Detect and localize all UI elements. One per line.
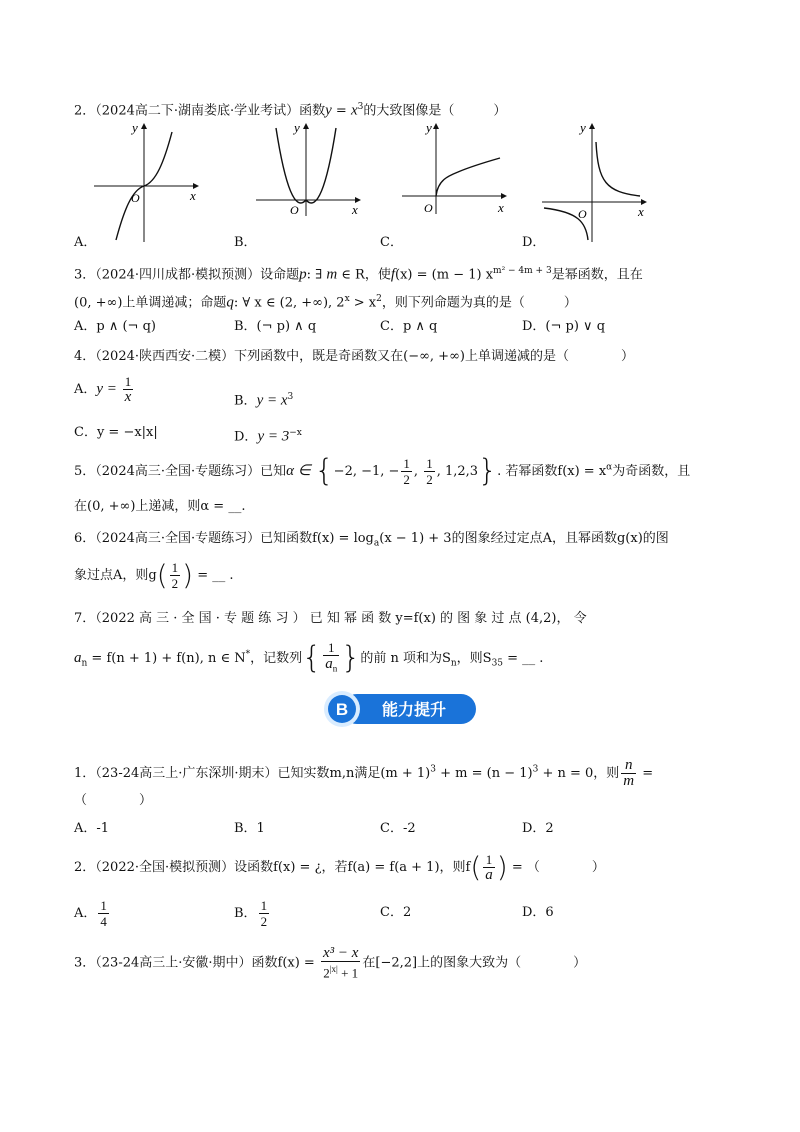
- b1-text: 1．（23-24高三上·广东深圳·期末）已知实数m,n满足(m + 1): [74, 766, 431, 781]
- q4-option-b-label: B．: [234, 393, 257, 409]
- q7-text: = f(n + 1) + f(n), n ∈ N: [87, 650, 246, 666]
- q3-stem-line1: [74, 262, 643, 284]
- q7-sub: 35: [491, 658, 504, 669]
- q7-stem-line1: 7．（2022 高 三 · 全 国 · 专 题 练 习 ） 已 知 幂 函 数 y=f(x) 的 图 象 过 点 (4,2)， 令: [74, 611, 587, 626]
- b1-text: + m = (n − 1): [435, 766, 533, 781]
- q6-paren-close: ): [182, 558, 194, 592]
- q2-graph-b-ylabel: y: [294, 120, 300, 135]
- q2-func-eq: =: [331, 103, 351, 119]
- b1-option-a[interactable]: A．-1: [74, 821, 110, 836]
- q2-option-c[interactable]: C．: [380, 235, 403, 250]
- q7-brace-close: }: [341, 640, 361, 676]
- q3-text: (x) = (m − 1) x: [395, 267, 494, 283]
- q2-tail: 的大致图像是（ ）: [363, 103, 507, 119]
- b1-text: + n = 0，则: [538, 766, 620, 781]
- q4-option-a[interactable]: [74, 374, 135, 405]
- q4-option-b-exp: 3: [287, 392, 294, 402]
- q4-option-d-label: D．: [234, 429, 258, 445]
- q2-func-exp: 3: [357, 102, 364, 112]
- q2-graph-a-xlabel: x: [190, 188, 196, 203]
- q3-q: q: [226, 294, 234, 311]
- q6-text: 象过点A，则g: [74, 568, 157, 583]
- b2-option-b-frac: [259, 898, 270, 929]
- q3-stem-line2: [74, 290, 577, 312]
- b2-paren-open: (: [470, 850, 482, 884]
- b2-option-c[interactable]: C．2: [380, 905, 412, 920]
- q2-graph-d-origin: O: [578, 207, 587, 221]
- q2-graph-c-xlabel: x: [498, 200, 504, 215]
- q7-text: = __ .: [503, 650, 544, 666]
- q6-text: 6．（2024高三·全国·专题练习）已知函数f(x) = log: [74, 531, 374, 546]
- q7-brace-open: {: [302, 640, 322, 676]
- q4-option-a-lhs: y =: [96, 381, 121, 397]
- q3-option-c[interactable]: C．p ∧ q: [380, 319, 438, 334]
- q3-option-b[interactable]: B．(¬ p) ∧ q: [234, 319, 317, 334]
- q6-stem-line2: [74, 560, 234, 591]
- b2-option-a-frac: [98, 898, 109, 929]
- q2-option-d[interactable]: D．: [522, 235, 546, 250]
- q2-graph-a-origin: O: [131, 191, 140, 205]
- frac-den-exp: |x|: [329, 964, 338, 974]
- q5-brace-close: }: [478, 453, 498, 489]
- frac-den: [323, 656, 339, 677]
- q2-graph-d-ylabel: y: [580, 120, 586, 135]
- q5-head: 5．（2024高三·全国·专题练习）已知: [74, 464, 287, 479]
- q5-stem-line1: [74, 453, 691, 489]
- q4-option-a-label: A．: [74, 382, 97, 397]
- b1-exp: 3: [532, 764, 539, 775]
- b2-stem: [74, 852, 605, 883]
- q5-alpha: α ∈: [286, 463, 315, 479]
- q2-head: 2．（2024高二下·湖南娄底·学业考试）函数: [74, 103, 326, 119]
- b3-text: 在[−2,2]上的图象大致为（ ）: [362, 955, 587, 971]
- frac-num: x³ − x: [322, 945, 359, 961]
- q2-func-x: x: [350, 102, 358, 119]
- q4-option-b[interactable]: [234, 388, 293, 410]
- b2-text: 2．（2022·全国·模拟预测）设函数f(x) = ¿，若f(a) = f(a + 1)，则f: [74, 860, 471, 875]
- b2-option-d[interactable]: D．6: [522, 905, 554, 920]
- q6-frac: [170, 560, 181, 591]
- q3-text: 是幂函数，且在: [551, 267, 643, 283]
- q3-m: m: [326, 266, 338, 283]
- b3-text: 3．（23-24高三上·安徽·期中）函数f(x) =: [74, 955, 319, 971]
- frac-num: 1: [323, 640, 339, 656]
- q3-text: ∈ R，使: [337, 267, 391, 283]
- q3-text: ，则下列命题为真的是（ ）: [381, 295, 577, 311]
- frac-den-base: 2: [323, 965, 330, 981]
- b2-frac: [483, 852, 495, 883]
- q5-exp: α: [606, 462, 613, 473]
- frac-den: 2: [260, 914, 268, 929]
- q5-brace-open: {: [314, 453, 334, 489]
- q4-option-d-lhs: y = 3: [257, 428, 290, 445]
- q6-stem-line1: [74, 530, 669, 553]
- q2-graph-c-ylabel: y: [426, 120, 432, 135]
- q5-set: ,: [413, 464, 423, 479]
- q5-set: −2, −1, −: [333, 464, 400, 479]
- q4-option-d-exp: −x: [289, 428, 302, 438]
- frac-num: 1: [171, 560, 179, 575]
- q4-option-c[interactable]: C．y = −x|x|: [74, 425, 158, 440]
- frac-num: 1: [403, 456, 410, 471]
- q2-graph-c-origin: O: [424, 201, 433, 215]
- b2-option-b-label: B．: [234, 906, 257, 921]
- q2-graph-d-xlabel: x: [638, 204, 644, 219]
- q6-paren-open: (: [156, 558, 168, 592]
- b1-option-b[interactable]: B．1: [234, 821, 265, 836]
- b1-option-c[interactable]: C．-2: [380, 821, 416, 836]
- frac-num: 1: [426, 456, 433, 471]
- q3-p: p: [299, 266, 307, 283]
- q7-frac: [323, 640, 339, 677]
- q2-graph-b-origin: O: [290, 203, 299, 217]
- q5-tail: . 若幂函数f(x) = x: [497, 464, 607, 479]
- q2-func-y: y: [325, 102, 332, 119]
- frac-num: 1: [100, 898, 107, 913]
- q2-graph-a-ylabel: y: [132, 120, 138, 135]
- q6-sub: a: [373, 538, 380, 549]
- frac-num: n: [621, 758, 636, 774]
- q2-option-a[interactable]: A．: [74, 235, 97, 250]
- q4-option-a-frac: [123, 374, 134, 405]
- q5-tail: 为奇函数，且: [612, 464, 691, 479]
- frac-den: x: [124, 389, 132, 405]
- q6-text: = __ .: [193, 568, 234, 583]
- b1-option-d[interactable]: D．2: [522, 821, 554, 836]
- q2-graph-b: [250, 118, 370, 218]
- q4-option-d[interactable]: [234, 424, 302, 446]
- frac-den: a: [485, 867, 493, 883]
- q7-text: 的前 n 项和为S: [360, 650, 451, 666]
- b3-frac: [321, 946, 360, 980]
- q7-stem-line2: [74, 640, 543, 677]
- b2-paren-close: ): [496, 850, 508, 884]
- banner-letter: B: [335, 700, 349, 719]
- frac-den: 2: [403, 472, 410, 487]
- q7-sup: *: [245, 649, 251, 660]
- q3-option-a[interactable]: A．p ∧ (¬ q): [74, 319, 156, 334]
- q5-frac-1: [401, 456, 412, 487]
- q2-option-b[interactable]: B．: [234, 235, 257, 250]
- q2-stem: [74, 98, 506, 120]
- q7-sub: n: [450, 658, 457, 669]
- frac-den-sub: n: [332, 663, 338, 674]
- frac-den: [321, 962, 360, 980]
- frac-num: 1: [483, 852, 495, 868]
- q3-text: : ∃: [306, 267, 327, 283]
- b2-text: = （ ）: [507, 860, 605, 875]
- q5-set: , 1,2,3: [436, 464, 479, 479]
- q2-graph-c: [396, 118, 516, 218]
- frac-num: 1: [260, 898, 268, 913]
- q4-stem: 4．（2024·陕西西安·二模）下列函数中，既是奇函数又在(−∞, +∞)上单调递减的是（ ）: [74, 349, 634, 364]
- section-banner: [322, 691, 478, 727]
- q3-f: f: [390, 266, 396, 283]
- q7-sub: n: [81, 658, 88, 669]
- frac-num: 1: [123, 374, 134, 390]
- q3-option-d[interactable]: D．(¬ p) ∨ q: [522, 319, 606, 334]
- q7-a: a: [74, 649, 82, 666]
- q2-graph-b-xlabel: x: [352, 202, 358, 217]
- b1-frac: [621, 758, 636, 789]
- b1-stem-line1: [74, 758, 653, 789]
- q3-exp: x: [344, 294, 350, 304]
- q3-exp: 2: [376, 294, 382, 304]
- b2-option-a[interactable]: [74, 898, 111, 929]
- b1-answer-blank: （ ）: [74, 793, 153, 808]
- frac-den-tail: + 1: [337, 965, 359, 981]
- q7-text: ，则S: [456, 650, 492, 666]
- q7-text: ，记数列: [250, 650, 303, 666]
- q3-text: (0, +∞)上单调递减；命题: [74, 295, 227, 311]
- frac-den: 2: [171, 576, 179, 591]
- b2-option-b[interactable]: [234, 898, 271, 929]
- frac-den: m: [623, 773, 635, 789]
- q5-frac-2: [424, 456, 435, 487]
- banner-title: 能力提升: [381, 700, 447, 719]
- q3-text: : ∀ x ∈ (2, +∞), 2: [233, 295, 345, 311]
- q3-exp: m² − 4m + 3: [493, 266, 552, 276]
- q4-option-b-lhs: y = x: [256, 392, 288, 409]
- b1-text: =: [638, 766, 654, 781]
- q2-graph-d: [536, 118, 656, 246]
- frac-den-a: a: [325, 656, 333, 672]
- b1-exp: 3: [430, 764, 436, 775]
- b2-option-a-label: A．: [74, 906, 97, 921]
- frac-den: 2: [426, 472, 433, 487]
- q2-graph-a: [88, 118, 208, 246]
- q3-text: > x: [349, 295, 377, 311]
- q3-text: 3．（2024·四川成都·模拟预测）设命题: [74, 267, 300, 283]
- q6-text: (x − 1) + 3的图象经过定点A，且幂函数g(x)的图: [379, 531, 669, 546]
- q5-stem-line2: 在(0, +∞)上递减，则α = __.: [74, 499, 246, 514]
- frac-den: 4: [100, 914, 107, 929]
- b3-stem: [74, 946, 586, 980]
